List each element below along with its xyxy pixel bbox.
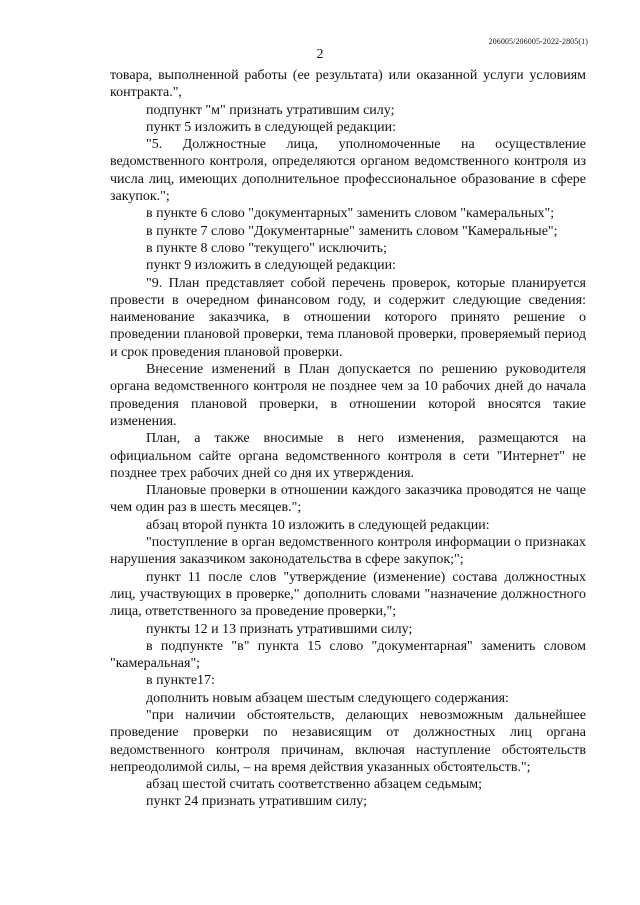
- paragraph: пункт 11 после слов "утверждение (изменение) состава должностных лиц, участвующих в проверке," дополнить словами "назначение должностного лица, ответственного за проведение проверки,";: [110, 569, 586, 620]
- paragraph: пункт 5 изложить в следующей редакции:: [146, 119, 396, 135]
- paragraph: План, а также вносимые в него изменения, размещаются на официальном сайте органа ведомственного контроля в сети "Интернет" не позднее трех рабочих дней со дня их утверждения.: [110, 431, 586, 481]
- paragraph: в пункте 8 слово "текущего" исключить;: [146, 240, 387, 256]
- paragraph: товара, выполненной работы (ее результата) или оказанной услуги условиям контракта.",: [110, 68, 586, 101]
- document-body: [110, 67, 586, 811]
- document-id: 206005/206005-2022-2805(1): [488, 37, 588, 46]
- paragraph: пункты 12 и 13 признать утратившими силу;: [146, 621, 413, 637]
- page-number: 2: [316, 47, 324, 62]
- paragraph: подпункт "м" признать утратившим силу;: [146, 102, 395, 118]
- paragraph: "при наличии обстоятельств, делающих невозможным дальнейшее проведение проверки по независящим от должностных лиц органа ведомственного контроля причинам, включая наступление обстоятельств непреодолимой силы, – на время действия указанных обстоятельств.";: [110, 707, 586, 775]
- paragraph: абзац шестой считать соответственно абзацем седьмым;: [146, 777, 482, 793]
- paragraph: в пункте 7 слово "Документарные" заменить словом "Камеральные";: [146, 223, 558, 239]
- paragraph: в пункте17:: [146, 673, 215, 689]
- paragraph: Внесение изменений в План допускается по решению руководителя органа ведомственного контроля не позднее чем за 10 рабочих дней до начала проведения плановой проверки, в отношении которой вносятся такие изменения.: [110, 362, 586, 429]
- paragraph: пункт 9 изложить в следующей редакции:: [146, 258, 396, 274]
- paragraph: в подпункте "в" пункта 15 слово "документарная" заменить словом "камеральная";: [110, 638, 586, 672]
- paragraph: пункт 24 признать утратившим силу;: [146, 794, 367, 810]
- paragraph: "5. Должностные лица, уполномоченные на осуществление ведомственного контроля, определяются органом ведомственного контроля из числа лиц, имеющих дополнительное профессиональное образование в сфере закупок.";: [110, 137, 586, 205]
- paragraph: абзац второй пункта 10 изложить в следующей редакции:: [146, 517, 490, 533]
- paragraph: дополнить новым абзацем шестым следующего содержания:: [146, 690, 509, 706]
- paragraph: в пункте 6 слово "документарных" заменить словом "камеральных";: [146, 206, 555, 222]
- paragraph: "поступление в орган ведомственного контроля информации о признаках нарушения заказчиком законодательства в сфере закупок;";: [110, 535, 586, 568]
- paragraph: Плановые проверки в отношении каждого заказчика проводятся не чаще чем один раз в шесть месяцев.";: [110, 483, 586, 516]
- paragraph: "9. План представляет собой перечень проверок, которые планируется провести в очередном финансовом году, и содержит следующие сведения: наименование заказчика, в отношении которого принято решение о проведении плановой проверки, тема плановой проверки, проверяемый период и срок проведения плановой проверки.: [110, 275, 586, 360]
